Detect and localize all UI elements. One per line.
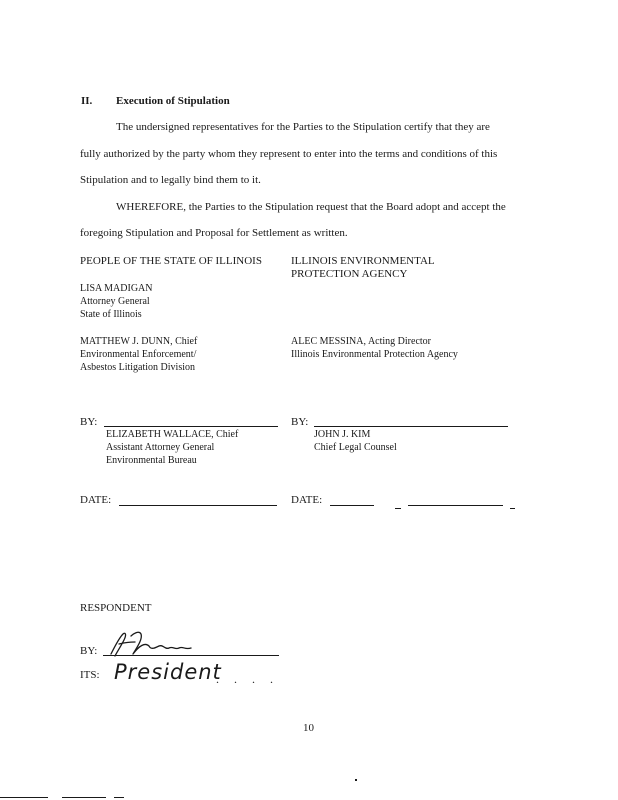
director-name: ALEC MESSINA, Acting Director bbox=[291, 336, 431, 347]
right-party-heading: ILLINOIS ENVIRONMENTAL bbox=[291, 255, 435, 267]
paragraph-line: The undersigned representatives for the Parties to the Stipulation certify that they are bbox=[116, 121, 490, 133]
attorney-general-title: Attorney General bbox=[80, 296, 150, 307]
scan-artifact-line bbox=[114, 797, 124, 798]
paragraph-line: Stipulation and to legally bind them to it. bbox=[80, 174, 261, 186]
right-party-heading: PROTECTION AGENCY bbox=[291, 268, 408, 280]
date-label: DATE: bbox=[80, 494, 112, 506]
signer-title: Environmental Bureau bbox=[106, 455, 197, 466]
section-title: Execution of Stipulation bbox=[116, 95, 230, 107]
chief-name: MATTHEW J. DUNN, Chief bbox=[80, 336, 198, 347]
paragraph-line: fully authorized by the party whom they represent to enter into the terms and conditions of this bbox=[80, 148, 498, 160]
chief-division: Environmental Enforcement/ bbox=[80, 349, 197, 360]
scan-artifact-line bbox=[0, 797, 48, 798]
its-value: President bbox=[114, 660, 222, 684]
attorney-general-state: State of Illinois bbox=[80, 309, 142, 320]
date-line bbox=[119, 505, 277, 506]
paragraph-line: foregoing Stipulation and Proposal for Settlement as written. bbox=[80, 227, 348, 239]
director-agency: Illinois Environmental Protection Agency bbox=[291, 349, 458, 360]
left-party-heading: PEOPLE OF THE STATE OF ILLINOIS bbox=[80, 255, 262, 267]
signer-title: Chief Legal Counsel bbox=[314, 442, 397, 453]
date-line bbox=[395, 508, 401, 509]
section-number: II. bbox=[81, 95, 93, 107]
respondent-heading: RESPONDENT bbox=[80, 602, 152, 614]
chief-division: Asbestos Litigation Division bbox=[80, 362, 195, 373]
date-line bbox=[408, 505, 503, 506]
signer-title: Assistant Attorney General bbox=[106, 442, 215, 453]
by-label: BY: bbox=[291, 416, 309, 428]
date-label: DATE: bbox=[291, 494, 323, 506]
its-label: ITS: bbox=[80, 669, 100, 681]
attorney-general-name: LISA MADIGAN bbox=[80, 283, 153, 294]
signer-name: ELIZABETH WALLACE, Chief bbox=[106, 429, 239, 440]
signature-line bbox=[104, 426, 278, 427]
by-label: BY: bbox=[80, 645, 98, 657]
by-label: BY: bbox=[80, 416, 98, 428]
its-dotted-line: . . . . bbox=[216, 672, 279, 686]
signer-name: JOHN J. KIM bbox=[314, 429, 371, 440]
date-line bbox=[330, 505, 374, 506]
page-number: 10 bbox=[303, 722, 314, 734]
scan-artifact-dot bbox=[355, 779, 357, 781]
scan-artifact-line bbox=[62, 797, 106, 798]
date-line bbox=[510, 508, 515, 509]
signature-line bbox=[314, 426, 508, 427]
paragraph-line: WHEREFORE, the Parties to the Stipulation request that the Board adopt and accept the bbox=[116, 201, 506, 213]
handwritten-signature-icon bbox=[105, 628, 225, 662]
